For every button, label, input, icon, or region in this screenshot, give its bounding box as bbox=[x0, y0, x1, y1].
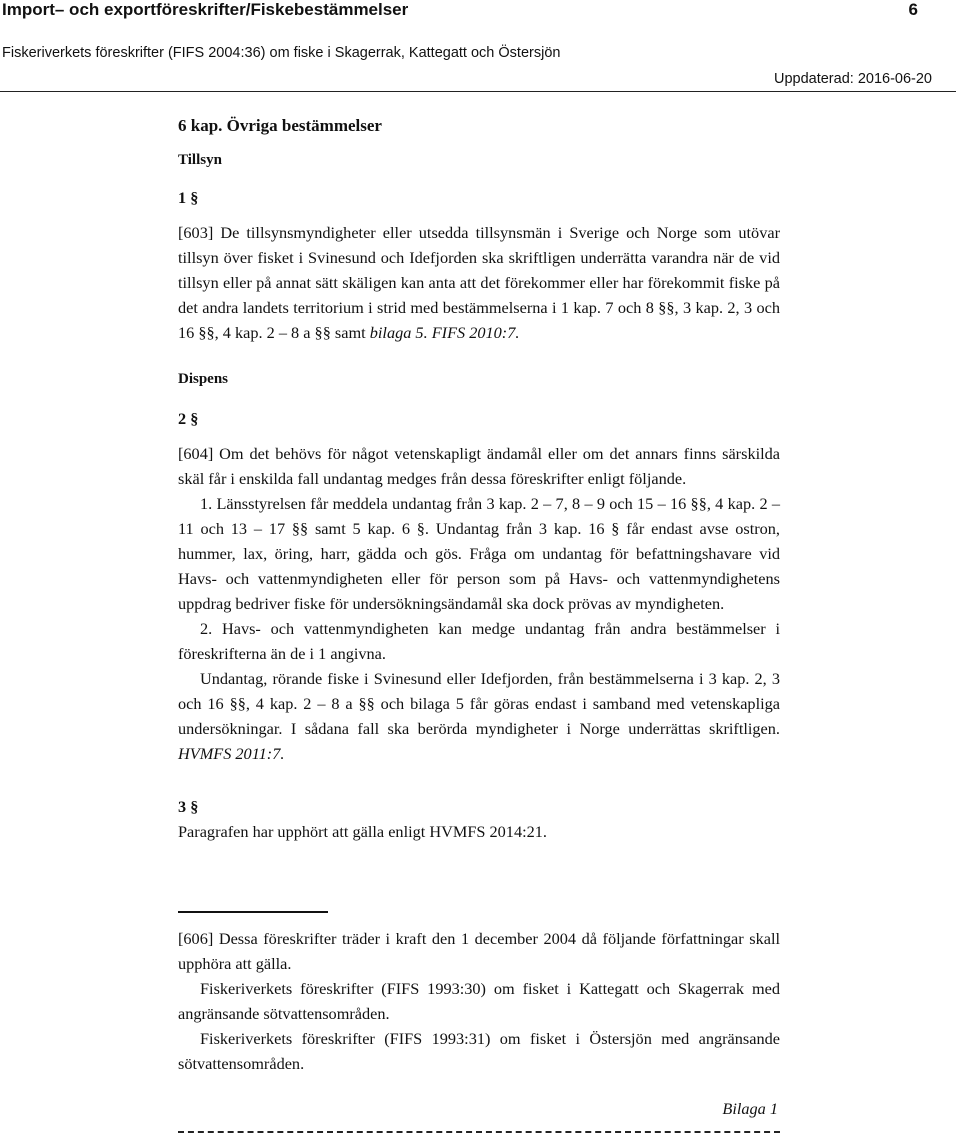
updated-date: Uppdaterad: 2016-06-20 bbox=[773, 71, 932, 87]
paragraph-number-3: 3 § bbox=[178, 797, 199, 816]
footnote-fifs-1993-31: Fiskeriverkets föreskrifter (FIFS 1993:31) om fisket i Östersjön med angränsande sötvattensområden. bbox=[178, 1029, 780, 1073]
section-heading-tillsyn: Tillsyn bbox=[178, 152, 222, 168]
section-heading-dispens: Dispens bbox=[178, 371, 229, 387]
document-body bbox=[178, 113, 780, 844]
dispens-closing bbox=[178, 666, 780, 766]
paragraph-text-603-body: [603] De tillsynsmyndigheter eller utsedda tillsynsmän i Sverige och Norge som utövar tillsyn över fisket i Svinesund och Idefjorden ska skriftligen underrätta varandra när de vid tillsyn eller på annat sätt skäligen kan anta att det förekommer eller har förekommit fiske på det andra landets territorium i strid med bestämmelserna i 1 kap. 7 och 8 §§, 3 kap. 2, 3 och 16 §§, 4 kap. 2 – 8 a §§ samt bbox=[178, 223, 780, 342]
dispens-item-2: 2. Havs- och vattenmyndigheten kan medge undantag från andra bestämmelser i föreskrifterna än de i 1 angivna. bbox=[178, 619, 780, 663]
paragraph-number-2: 2 § bbox=[178, 409, 199, 428]
annex-label: Bilaga 1 bbox=[722, 1099, 778, 1118]
running-header-title: Import– och exportföreskrifter/Fiskebestämmelser bbox=[2, 0, 409, 19]
footnote-606: [606] Dessa föreskrifter träder i kraft den 1 december 2004 då följande författningar skall upphöra att gälla. bbox=[178, 929, 780, 973]
paragraph-text-604: [604] Om det behövs för något vetenskapligt ändamål eller om det annars finns särskilda skäl får i enskilda fall undantag medges från dessa föreskrifter enligt följande. bbox=[178, 444, 780, 488]
dispens-closing-body: Undantag, rörande fiske i Svinesund eller Idefjorden, från bestämmelserna i 3 kap. 2, 3 och 16 §§, 4 kap. 2 – 8 a §§ och bilaga 5 får göras endast i samband med vetenskapliga undersökningar. I sådana fall ska berörda myndigheter i Norge underrättas skriftligen. bbox=[178, 669, 780, 738]
dispens-reference: HVMFS 2011:7. bbox=[178, 744, 285, 763]
page-number: 6 bbox=[908, 0, 918, 19]
footnote-divider bbox=[178, 911, 328, 913]
header-divider bbox=[0, 91, 956, 92]
chapter-heading: 6 kap. Övriga bestämmelser bbox=[178, 116, 382, 135]
document-subtitle: Fiskeriverkets föreskrifter (FIFS 2004:36) om fiske i Skagerrak, Kattegatt och Östersjön bbox=[2, 45, 561, 61]
dispens-item-1: 1. Länsstyrelsen får meddela undantag från 3 kap. 2 – 7, 8 – 9 och 15 – 16 §§, 4 kap. 2 – 11 och 13 – 17 §§ samt 5 kap. 6 §. Undantag från 3 kap. 16 § får endast avse ostron, hummer, lax, öring, harr, gädda och gös. Fråga om undantag för befattningshavare vid Havs- och vattenmyndigheten eller för person som på Havs- och vattenmyndighetens uppdrag bedriver fiske för undersökningsändamål ska dock prövas av myndigheten. bbox=[178, 494, 780, 613]
footnote-fifs-1993-30: Fiskeriverkets föreskrifter (FIFS 1993:30) om fisket i Kattegatt och Skagerrak med angränsande sötvattensområden. bbox=[178, 979, 780, 1023]
paragraph-number-1: 1 § bbox=[178, 188, 199, 207]
paragraph-603-reference: bilaga 5. FIFS 2010:7. bbox=[369, 323, 520, 342]
paragraph-text-603 bbox=[178, 220, 780, 345]
paragraph-text-3: Paragrafen har upphört att gälla enligt HVMFS 2014:21. bbox=[178, 822, 547, 841]
annex-divider bbox=[178, 1131, 780, 1133]
footnotes bbox=[178, 926, 780, 1076]
